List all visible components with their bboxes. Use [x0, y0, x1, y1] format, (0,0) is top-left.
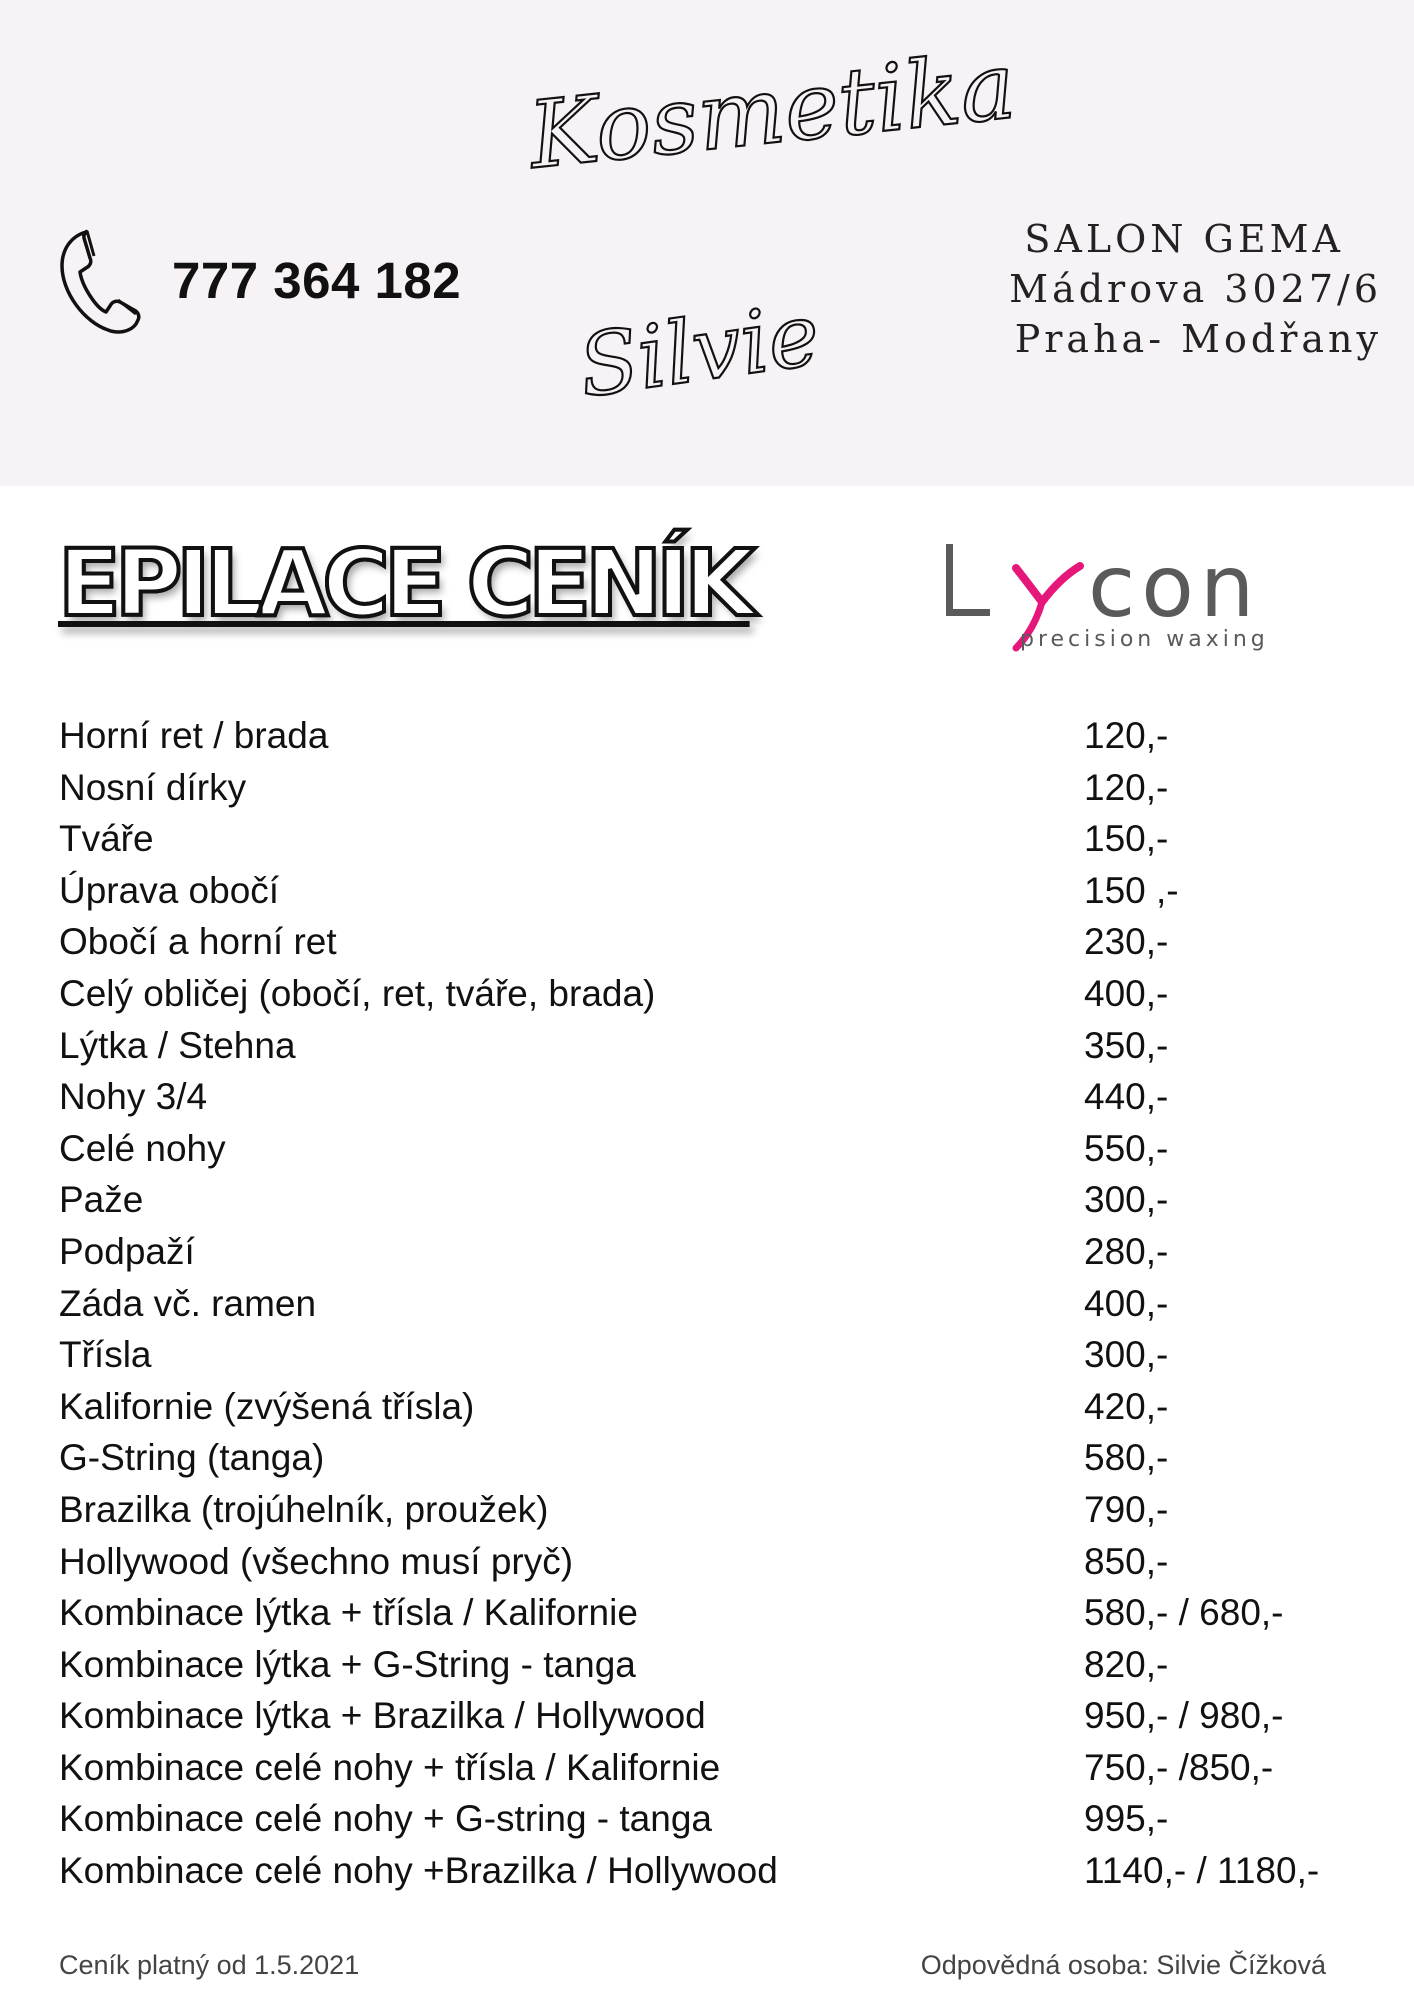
price-row	[59, 1484, 1389, 1536]
service-name: Kombinace lýtka + třísla / Kalifornie	[59, 1592, 638, 1634]
service-name: Kombinace celé nohy + třísla / Kalifornie	[59, 1746, 721, 1788]
price-row	[59, 1381, 1389, 1433]
service-price: 1140,- / 1180,-	[1084, 1850, 1320, 1892]
service-name: Kombinace lýtka + G-String - tanga	[59, 1643, 636, 1685]
salon-address	[862, 214, 1382, 364]
service-name: Paže	[59, 1179, 144, 1221]
service-price: 300,-	[1084, 1179, 1169, 1221]
service-name: Třísla	[59, 1334, 152, 1376]
price-row	[59, 1071, 1389, 1123]
service-price: 230,-	[1084, 921, 1169, 963]
phone-number: 777 364 182	[172, 252, 462, 309]
price-row	[59, 1690, 1389, 1742]
service-name: Obočí a horní ret	[59, 921, 337, 963]
service-name: G-String (tanga)	[59, 1437, 325, 1479]
price-row	[59, 1639, 1389, 1691]
service-name: Lýtka / Stehna	[59, 1024, 296, 1066]
script-name: Silvie	[572, 284, 826, 418]
service-name: Horní ret / brada	[59, 715, 329, 756]
price-row	[59, 1123, 1389, 1175]
service-name: Kombinace celé nohy +Brazilka / Hollywood	[59, 1850, 778, 1892]
price-row	[59, 762, 1389, 814]
service-price: 120,-	[1084, 766, 1169, 808]
service-price: 400,-	[1084, 972, 1169, 1014]
service-name: Hollywood (všechno musí pryč)	[59, 1540, 574, 1582]
service-price: 300,-	[1084, 1334, 1169, 1376]
price-row	[59, 1536, 1389, 1588]
valid-from-note: Ceník platný od 1.5.2021	[59, 1950, 360, 1980]
service-price: 995,-	[1084, 1798, 1169, 1840]
service-name: Kalifornie (zvýšená třísla)	[59, 1385, 475, 1427]
price-row	[59, 813, 1389, 865]
service-price: 790,-	[1084, 1488, 1169, 1530]
price-row	[59, 1793, 1389, 1845]
service-price: 280,-	[1084, 1230, 1169, 1272]
service-price: 400,-	[1084, 1282, 1169, 1324]
price-row	[59, 1020, 1389, 1072]
price-row	[59, 916, 1389, 968]
service-price: 820,-	[1084, 1643, 1169, 1685]
service-name: Celý obličej (obočí, ret, tváře, brada)	[59, 972, 656, 1014]
price-row	[59, 1587, 1389, 1639]
svg-text:con: con	[1088, 537, 1261, 637]
service-name: Úprava obočí	[59, 869, 280, 911]
salon-city: Praha- Modřany	[1014, 317, 1382, 361]
service-name: Nohy 3/4	[59, 1076, 208, 1118]
price-row	[59, 1278, 1389, 1330]
service-price: 580,-	[1084, 1437, 1169, 1479]
lycon-logo	[930, 530, 1340, 670]
service-price: 150,-	[1084, 818, 1169, 860]
service-name: Tváře	[59, 818, 154, 860]
price-row	[59, 865, 1389, 917]
script-title: Kosmetika	[524, 32, 1021, 190]
service-price: 750,- /850,-	[1084, 1746, 1274, 1788]
lycon-tagline: precision waxing	[1020, 627, 1269, 652]
price-list	[59, 710, 1389, 1897]
service-price: 550,-	[1084, 1127, 1169, 1169]
kosmetika-silvie-script-logo	[500, 32, 1021, 460]
price-row	[59, 1742, 1389, 1794]
service-price: 440,-	[1084, 1076, 1169, 1118]
service-price: 950,- / 980,-	[1084, 1695, 1284, 1737]
header-banner	[0, 0, 1414, 486]
service-name: Záda vč. ramen	[59, 1282, 317, 1324]
service-price: 580,- / 680,-	[1084, 1592, 1284, 1634]
price-row	[59, 1432, 1389, 1484]
price-row	[59, 968, 1389, 1020]
phone-handset-icon	[56, 226, 142, 338]
service-name: Podpaží	[59, 1230, 195, 1272]
service-price: 120,-	[1084, 715, 1169, 756]
service-name: Kombinace celé nohy + G-string - tanga	[59, 1798, 712, 1840]
responsible-person: Odpovědná osoba: Silvie Čížková	[920, 1950, 1326, 1980]
price-row	[59, 1329, 1389, 1381]
service-name: Brazilka (trojúhelník, proužek)	[59, 1488, 549, 1530]
salon-street: Mádrova 3027/6	[1009, 267, 1382, 311]
service-name: Celé nohy	[59, 1127, 226, 1169]
service-price: 420,-	[1084, 1385, 1169, 1427]
price-row	[59, 1226, 1389, 1278]
price-row	[59, 1845, 1389, 1897]
salon-name: SALON GEMA	[1024, 217, 1344, 261]
price-row	[59, 710, 1389, 762]
service-name: Kombinace lýtka + Brazilka / Hollywood	[59, 1695, 706, 1737]
price-row	[59, 1174, 1389, 1226]
service-name: Nosní dírky	[59, 766, 247, 808]
service-price: 350,-	[1084, 1024, 1169, 1066]
service-price: 150 ,-	[1084, 869, 1179, 911]
service-price: 850,-	[1084, 1540, 1169, 1582]
page-title: EPILACE CENÍK	[58, 530, 750, 637]
